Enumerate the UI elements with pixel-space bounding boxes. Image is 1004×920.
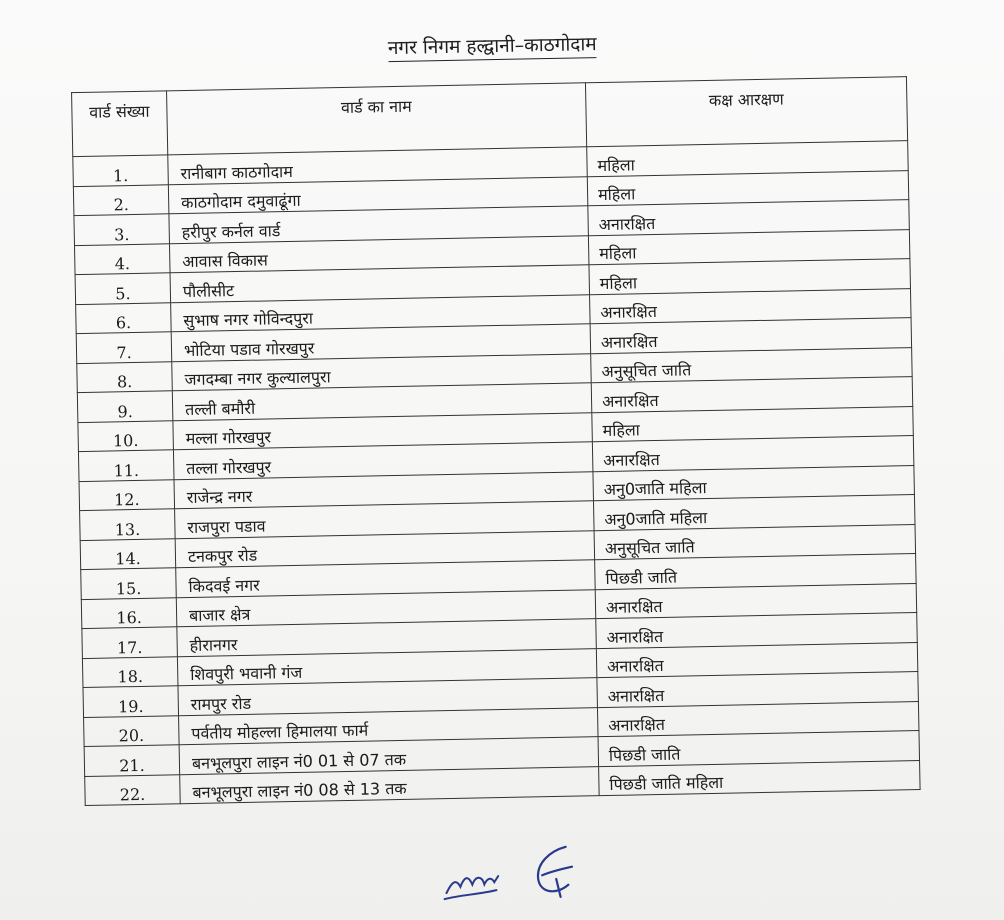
ward-number-cell: 7. — [76, 332, 172, 363]
reservation-cell: अनारक्षित — [595, 583, 917, 619]
reservation-cell: पिछडी जाति महिला — [599, 760, 921, 796]
ward-number-cell: 2. — [73, 184, 169, 215]
ward-number-cell: 9. — [77, 391, 173, 422]
reservation-cell: अनुसूचित जाति — [594, 524, 916, 560]
title-text: नगर निगम हल्द्वानी–काठगोदाम — [388, 33, 597, 62]
ward-name-cell: आवास विकास — [169, 235, 588, 273]
ward-number-cell: 16. — [81, 597, 177, 628]
ward-name-cell: बनभूलपुरा लाइन नं0 01 से 07 तक — [179, 737, 598, 775]
ward-number-cell: 19. — [83, 686, 179, 717]
ward-name-cell: किदवई नगर — [176, 560, 595, 598]
ward-name-cell: भोटिया पडाव गोरखपुर — [171, 324, 590, 362]
reservation-cell: अनारक्षित — [592, 436, 914, 472]
ward-number-cell: 20. — [84, 715, 180, 746]
ward-reservation-table — [71, 76, 921, 806]
signature-1 — [444, 876, 498, 899]
reservation-cell: महिला — [587, 170, 909, 206]
reservation-cell: अनारक्षित — [596, 642, 918, 678]
ward-number-cell: 1. — [73, 155, 169, 186]
ward-number-cell: 4. — [74, 243, 170, 274]
signature-2 — [537, 847, 572, 898]
ward-name-cell: बाजार क्षेत्र — [176, 589, 595, 627]
reservation-cell: अनारक्षित — [588, 200, 910, 236]
ward-number-cell: 8. — [77, 361, 173, 392]
ward-number-cell: 21. — [84, 745, 180, 776]
ward-name-cell: सुभाष नगर गोविन्दपुरा — [171, 294, 590, 332]
ward-number-cell: 3. — [74, 214, 170, 245]
header-ward-name: वार्ड का नाम — [167, 83, 587, 155]
reservation-cell: अनारक्षित — [590, 318, 912, 354]
reservation-cell: अनु0जाति महिला — [593, 465, 915, 501]
reservation-cell: अनारक्षित — [597, 701, 919, 737]
reservation-cell: अनारक्षित — [590, 288, 912, 324]
ward-name-cell: काठगोदाम दमुवाढूंगा — [168, 176, 587, 214]
reservation-cell: अनारक्षित — [591, 377, 913, 413]
reservation-cell: महिला — [589, 259, 911, 295]
reservation-cell: पिछडी जाति — [595, 554, 917, 590]
header-ward-number: वार्ड संख्या — [72, 91, 168, 157]
ward-number-cell: 15. — [81, 568, 177, 599]
table-body — [73, 141, 920, 806]
ward-number-cell: 6. — [76, 302, 172, 333]
ward-name-cell: टनकपुर रोड — [175, 530, 594, 568]
reservation-cell: पिछडी जाति — [598, 731, 920, 767]
ward-number-cell: 17. — [82, 627, 178, 658]
ward-number-cell: 10. — [78, 420, 174, 451]
ward-name-cell: पर्वतीय मोहल्ला हिमालया फार्म — [179, 707, 598, 745]
signatures — [437, 838, 598, 911]
ward-number-cell: 12. — [79, 479, 175, 510]
ward-name-cell: शिवपुरी भवानी गंज — [177, 648, 596, 686]
ward-name-cell: राजपुरा पडाव — [175, 501, 594, 539]
reservation-cell: अनुसूचित जाति — [591, 347, 913, 383]
ward-name-cell: रामपुर रोड — [178, 678, 597, 716]
ward-name-cell: तल्ला गोरखपुर — [173, 442, 592, 480]
ward-number-cell: 13. — [80, 509, 176, 540]
ward-name-cell: जगदम्बा नगर कुल्यालपुरा — [172, 353, 591, 391]
reservation-cell: अनारक्षित — [596, 613, 918, 649]
header-reservation: कक्ष आरक्षण — [585, 77, 907, 147]
ward-name-cell: तल्ली बमौरी — [172, 383, 591, 421]
ward-number-cell: 14. — [80, 538, 176, 569]
ward-name-cell: पौलीसीट — [170, 265, 589, 303]
ward-name-cell: हरीपुर कर्नल वार्ड — [169, 206, 588, 244]
reservation-cell: अनु0जाति महिला — [593, 495, 915, 531]
ward-name-cell: राजेन्द्र नगर — [174, 471, 593, 509]
ward-name-cell: रानीबाग काठगोदाम — [168, 147, 587, 185]
document-page — [52, 12, 948, 889]
ward-number-cell: 5. — [75, 273, 171, 304]
ward-number-cell: 18. — [82, 656, 178, 687]
reservation-cell: महिला — [587, 141, 909, 177]
page-title — [52, 24, 932, 67]
reservation-cell: अनारक्षित — [597, 672, 919, 708]
ward-name-cell: बनभूलपुरा लाइन नं0 08 से 13 तक — [180, 766, 599, 804]
reservation-cell: महिला — [592, 406, 914, 442]
ward-number-cell: 22. — [85, 774, 181, 805]
ward-number-cell: 11. — [78, 450, 174, 481]
ward-name-cell: हीरानगर — [177, 619, 596, 657]
reservation-cell: महिला — [588, 229, 910, 265]
ward-name-cell: मल्ला गोरखपुर — [173, 412, 592, 450]
